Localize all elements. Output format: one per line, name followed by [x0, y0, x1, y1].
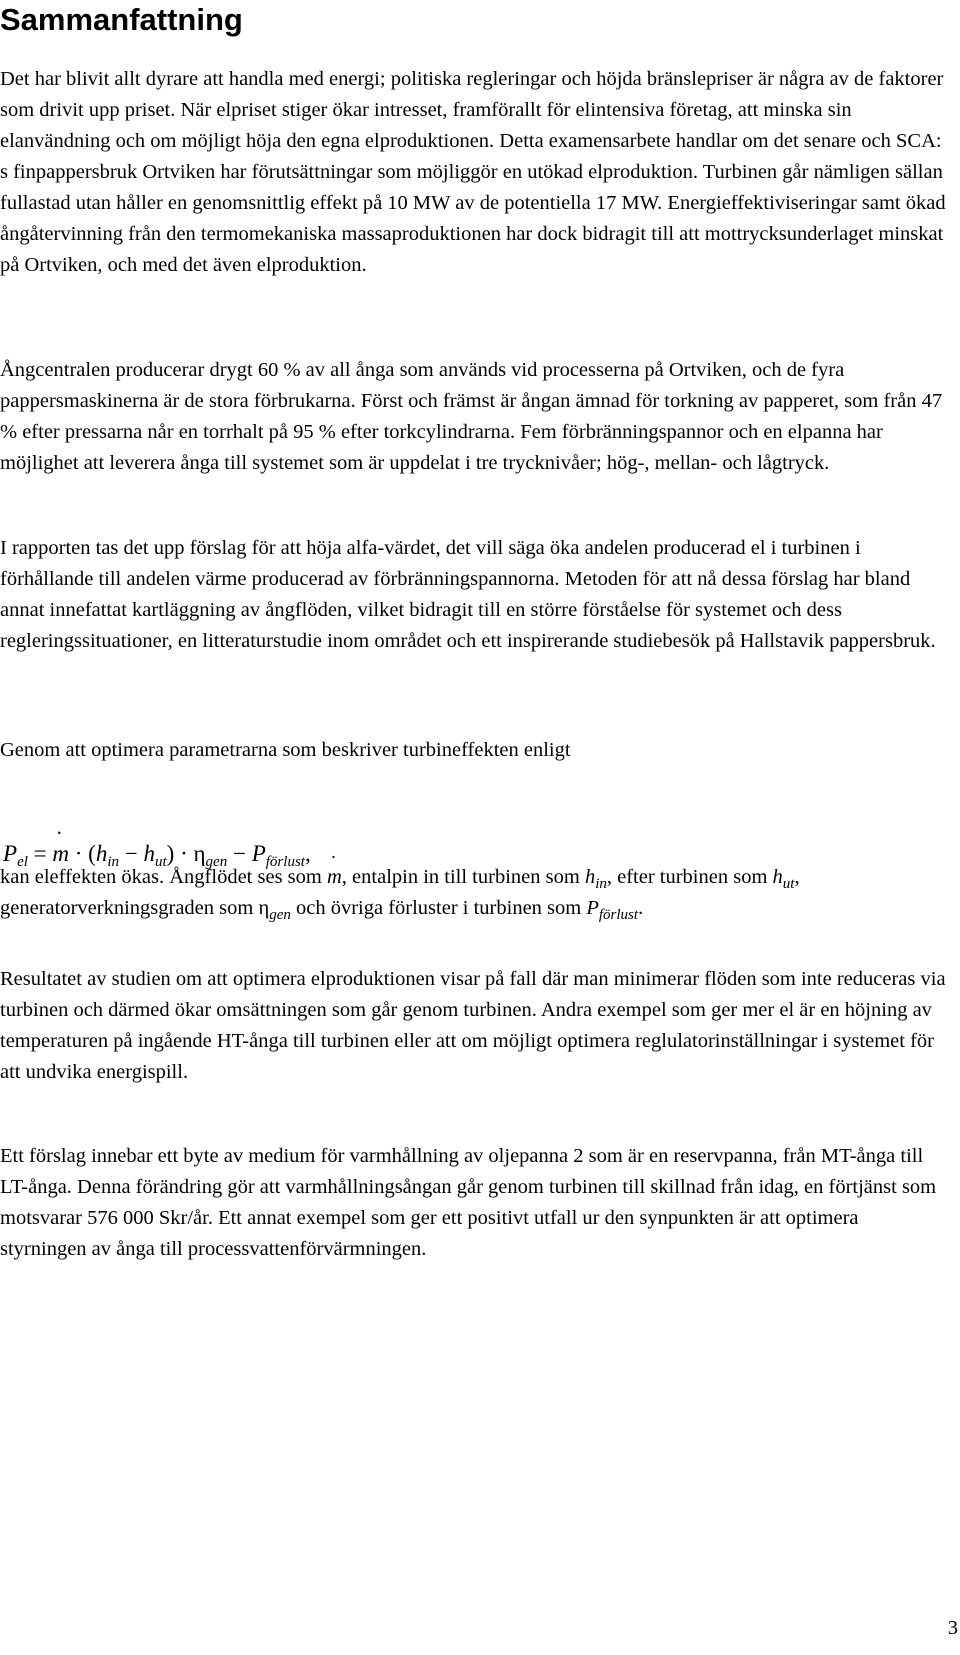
page-title: Sammanfattning: [0, 2, 243, 37]
turbine-power-equation: $P_{el}$ = ˙ $m \cdot (h_{in} - h_{ut}) \cdot \eta_{gen} - P_{förlust}$,: [3, 838, 311, 870]
paragraph-report-method: I rapporten tas det upp förslag för att höja alfa-värdet, det vill säga öka andelen producerad el i turbinen i förhållande till andelen värme producerad av förbränningspannorna. Metoden för att nå dessa förslag har bland annat innefattat kartläggning av ångflöden, vilket bidragit till en större förståelse för systemet och dess regleringssituationer, en litteraturstudie inom området och ett inspirerande studiebesök på Hallstavik pappersbruk.: [0, 537, 936, 652]
paragraph-optimize-intro: Genom att optimera parametrarna som beskriver turbineffekten enligt: [0, 739, 571, 761]
paragraph-results: Resultatet av studien om att optimera elproduktionen visar på fall där man minimerar flöden som inte reduceras via turbinen och därmed ökar omsättningen som går genom turbinen. Andra exempel som ger mer el är en höjning av temperaturen på ingående HT-ånga till turbinen eller att om möjligt optimera reglulatorinställningar i systemet för att undvika energispill.: [0, 968, 946, 1083]
paragraph-proposal: Ett förslag innebar ett byte av medium för varmhållning av oljepanna 2 som är en reservpanna, från MT-ånga till LT-ånga. Denna förändring gör att varmhållningsångan går genom turbinen till skillnad från idag, en förtjänst som motsvarar 576 000 Skr/år. Ett annat exempel som ger ett positivt utfall ur den synpunkten är att optimera styrningen av ånga till processvattenförvärmningen.: [0, 1145, 937, 1260]
mass-flow-symbol: ˙ m: [52, 838, 69, 870]
paragraph-equation-explanation: kan eleffekten ökas. Ångflödet ses som ˙ m, entalpin in till turbinen som $h_{in}$, efter turbinen som $h_{ut}$, generatorverkningsgraden som $\eta_{gen}$ och övriga förluster i turbinen som $P_{förlust}$.: [0, 862, 948, 924]
page-number: 3: [947, 1617, 958, 1639]
paragraph-steam-plant: Ångcentralen producerar drygt 60 % av all ånga som används vid processerna på Ortviken, och de fyra pappersmaskinerna är de stora förbrukarna. Först och främst är ångan ämnad för torkning av papperet, som från 47 % efter pressarna når en torrhalt på 95 % efter torkcylindrarna. Fem förbränningspannor och en elpanna har möjlighet att leverera ånga till systemet som är uppdelat i tre trycknivåer; hög-, mellan- och lågtryck.: [0, 359, 943, 474]
paragraph-intro: Det har blivit allt dyrare att handla med energi; politiska regleringar och höjda bränslepriser är några av de faktorer som drivit upp priset. När elpriset stiger ökar intresset, framförallt för elintensiva företag, att minska sin elanvändning och om möjligt höja den egna elproduktionen. Detta examensarbete handlar om det senare och SCA: s finpappersbruk Ortviken har förutsättningar som möjliggör en utökad elproduktion. Turbinen går nämligen sällan fullastad utan håller en genomsnittlig effekt på 10 MW av de potentiella 17 MW. Energieffektiviseringar samt ökad ångåtervinning från den termomekaniska massaproduktionen har dock bidragit till att mottrycksunderlaget minskat på Ortviken, och med det även elproduktion.: [0, 68, 946, 276]
